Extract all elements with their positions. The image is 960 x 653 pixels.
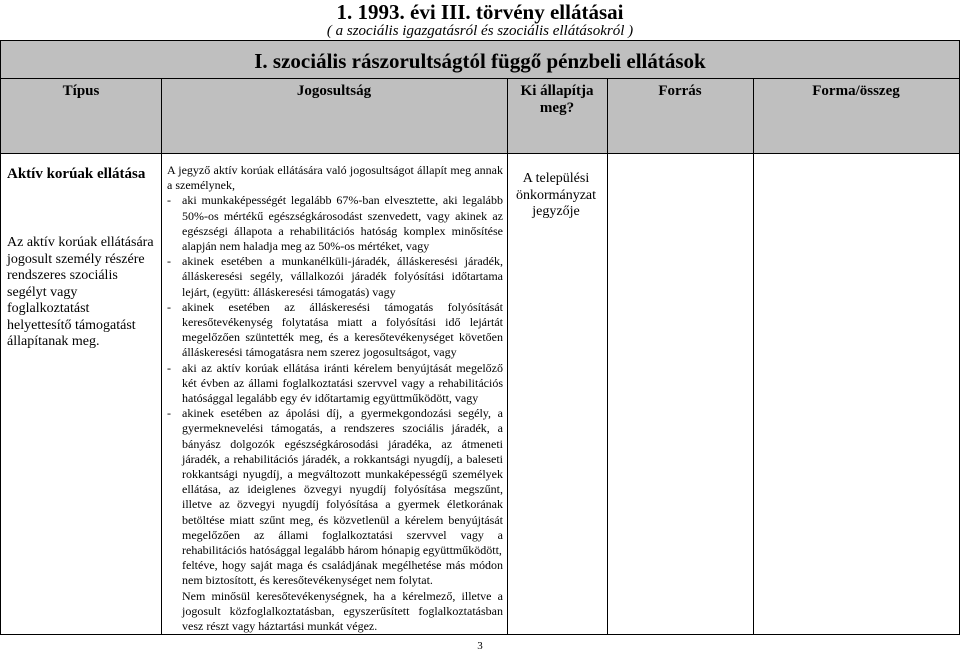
header-forma: Forma/összeg	[812, 83, 900, 99]
eligibility-item: - akinek esetében az álláskeresési támogatás folyósítását keresőtevékenység folytatása miatt a folyósítási idő lejártát megelőzően szüntették meg, és a keresőtevékenységet követően álláskeresési támogatásra nem szerez jogosultságot, vagy	[167, 299, 503, 360]
section-subtitle: ( a szociális igazgatásról és szociális ellátásokról )	[326, 23, 634, 39]
type-title: Aktív korúak ellátása	[7, 166, 146, 182]
type-description: Az aktív korúak ellátására jogosult személy részére rendszeres szociális segélyt vagy foglalkoztatást helyettesítő támogatást állapítanak meg.	[7, 235, 154, 349]
header-ki-allapitja: Ki állapítja meg?	[520, 83, 594, 116]
eligibility-closing: Nem minősül keresőtevékenységnek, ha a kérelmező, illetve a jogosult közfoglalkoztatásban, egyszerűsített foglalkoztatásban vesz részt vagy háztartási munkát végez.	[182, 588, 503, 634]
band-title: I. szociális rászorultságtól függő pénzbeli ellátások	[254, 49, 706, 73]
eligibility-item: - aki munkaképességét legalább 67%-ban elvesztette, aki legalább 50%-os mértékű egészségkárosodást szenvedett, vagy akinek az egészségi állapota a rehabilitációs hatóság komplex minősítése alapján nem haladja meg az 50%-os mértéket, vagy	[167, 193, 503, 254]
header-jogosultsag: Jogosultság	[296, 83, 372, 99]
benefits-table	[0, 40, 960, 635]
section-title: 1. 1993. évi III. törvény ellátásai	[336, 0, 624, 24]
table-row	[1, 155, 959, 635]
table-header-row	[1, 79, 959, 154]
page-number: 3	[477, 640, 483, 652]
eligibility-item: - akinek esetében az ápolási díj, a gyermekgondozási segély, a gyermeknevelési támogatás, a rendszeres szociális járadék, a bányász dolgozók egészségkárosodási járadéka, az átmeneti járadék, a rehabilitációs járadék, a rokkantsági nyugdíj, a baleseti rokkantsági nyugdíj, a megváltozott munkaképességű személyek ellátása, az ideiglenes özvegyi nyugdíj folyósítása megszűnt, illetve az özvegyi nyugdíj folyósítása a gyermek életkorának betöltése miatt szűnt meg, és közvetlenül a kérelem benyújtását megelőzően az állami foglalkoztatási szervvel vagy a rehabilitációs hatósággal legalább három hónapig együttműködött,	[167, 406, 503, 558]
eligibility-intro: A jegyző aktív korúak ellátására való jogosultságot állapít meg annak a személynek,	[167, 163, 503, 193]
header-forras: Forrás	[658, 83, 702, 99]
authority-text: A települési önkormányzat jegyzője	[515, 171, 597, 219]
eligibility-item: - aki az aktív korúak ellátása iránti kérelem benyújtását megelőző két évben az állami foglalkoztatási szervvel vagy a rehabilitációs hatósággal legalább egy év időtartamig együttműködött, vagy	[167, 360, 503, 406]
table-band	[1, 41, 959, 79]
eligibility-condition: feltéve, hogy saját maga és családjának megélhetése más módon nem biztosított, és keresőtevékenységet nem folytat.	[182, 558, 503, 588]
header-tipus: Típus	[62, 83, 100, 99]
eligibility-item: - akinek esetében a munkanélküli-járadék, álláskeresési járadék, álláskeresési segély, vállalkozói járadék folyósítási időtartama lejárt, (együtt: álláskeresési támogatás) vagy	[167, 254, 503, 299]
eligibility-text	[167, 163, 503, 634]
